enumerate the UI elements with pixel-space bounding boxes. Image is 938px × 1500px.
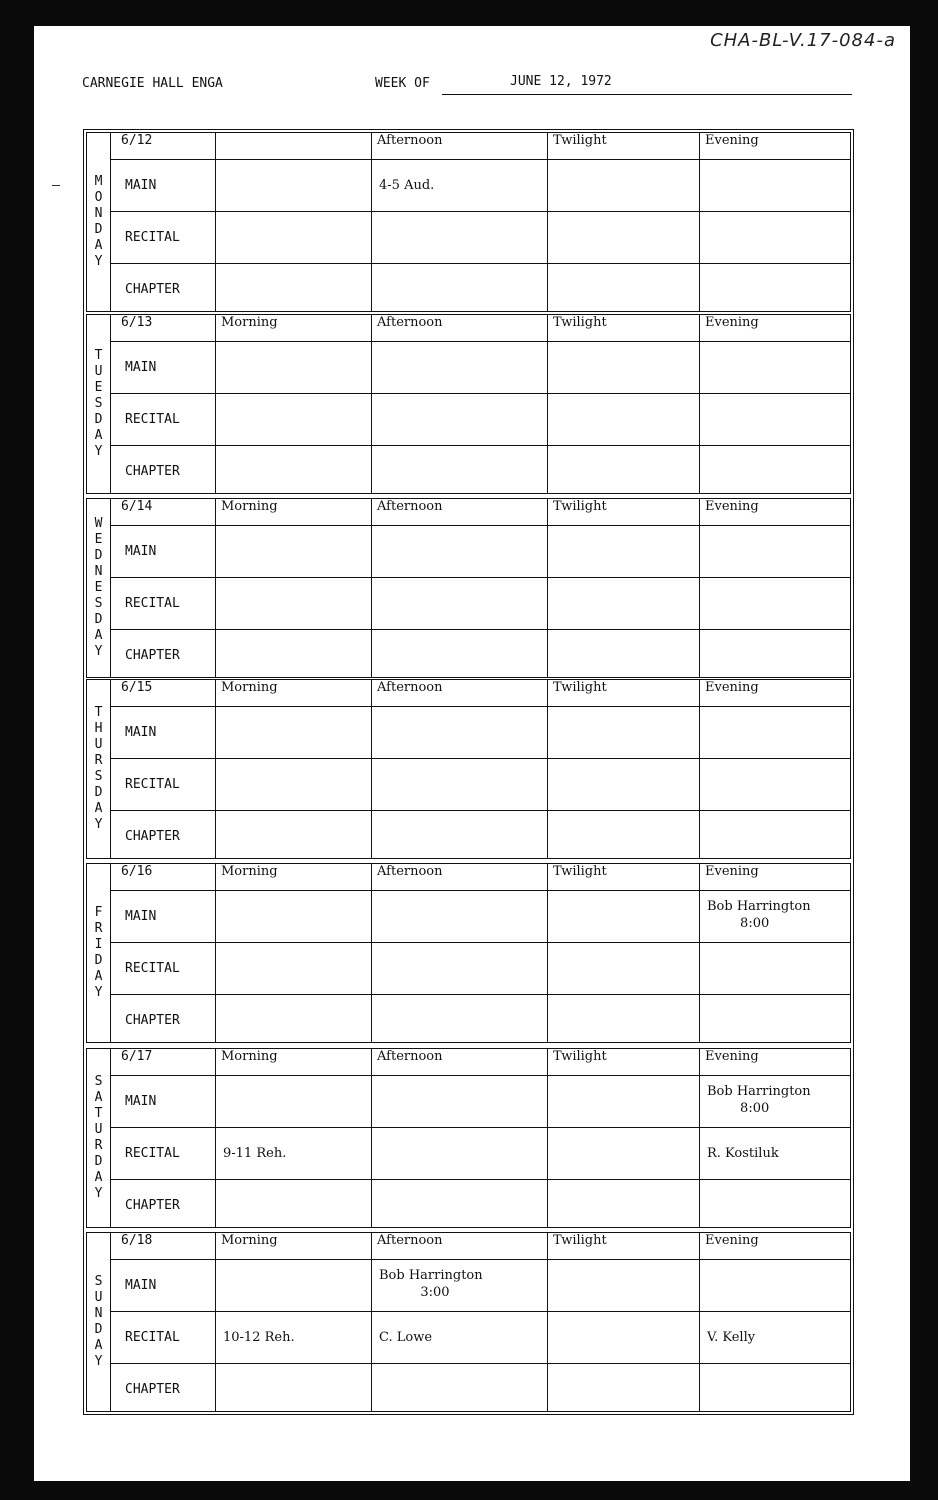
room-label-main: MAIN: [125, 1094, 157, 1109]
column-divider: [215, 680, 216, 858]
column-divider: [547, 133, 548, 311]
day-block: [86, 1232, 851, 1412]
entry-main-evening: Bob Harrington 8:00: [707, 1084, 811, 1116]
day-date: 6/13: [121, 315, 153, 330]
day-letter: S: [94, 396, 103, 411]
row-divider: [111, 525, 850, 526]
column-divider: [699, 1233, 700, 1411]
day-letter: A: [94, 1170, 103, 1185]
day-letter: Y: [94, 1354, 103, 1369]
column-divider: [371, 133, 372, 311]
day-letter: E: [94, 380, 103, 395]
day-letter: R: [94, 753, 103, 768]
row-divider: [111, 629, 850, 630]
week-date: JUNE 12, 1972: [510, 74, 612, 89]
room-label-chapter: CHAPTER: [125, 829, 180, 844]
day-letter: S: [94, 1274, 103, 1289]
day-name-vertical: [87, 1233, 111, 1411]
row-divider: [111, 211, 850, 212]
column-header-twilight: Twilight: [553, 499, 607, 514]
column-header-afternoon: Afternoon: [377, 1049, 443, 1064]
column-divider: [215, 499, 216, 677]
room-label-main: MAIN: [125, 544, 157, 559]
room-label-recital: RECITAL: [125, 412, 180, 427]
entry-recital-morning: 9-11 Reh.: [223, 1146, 287, 1161]
day-letter: Y: [94, 444, 103, 459]
column-divider: [699, 315, 700, 493]
day-letter: Y: [94, 254, 103, 269]
day-letter: F: [94, 905, 103, 920]
column-header-evening: Evening: [705, 680, 759, 695]
column-divider: [371, 680, 372, 858]
column-header-twilight: Twilight: [553, 864, 607, 879]
column-divider: [371, 1049, 372, 1227]
column-divider: [699, 680, 700, 858]
date-underline: [442, 94, 852, 95]
day-block: [86, 498, 851, 678]
column-divider: [699, 133, 700, 311]
row-divider: [111, 1311, 850, 1312]
day-letter: T: [94, 1106, 103, 1121]
day-name-vertical: [87, 864, 111, 1042]
room-label-chapter: CHAPTER: [125, 1198, 180, 1213]
column-header-evening: Evening: [705, 1233, 759, 1248]
column-header-morning: Morning: [221, 1233, 278, 1248]
row-divider: [111, 1179, 850, 1180]
column-header-evening: Evening: [705, 499, 759, 514]
day-letter: D: [94, 222, 103, 237]
row-divider: [111, 810, 850, 811]
grid-bottom-rule: [86, 1414, 854, 1415]
column-divider: [371, 1233, 372, 1411]
column-header-morning: Morning: [221, 315, 278, 330]
day-letter: A: [94, 1090, 103, 1105]
column-divider: [371, 864, 372, 1042]
row-divider: [111, 1363, 850, 1364]
row-divider: [111, 1259, 850, 1260]
column-divider: [215, 133, 216, 311]
column-header-morning: Morning: [221, 1049, 278, 1064]
room-label-recital: RECITAL: [125, 961, 180, 976]
room-label-chapter: CHAPTER: [125, 282, 180, 297]
day-letter: E: [94, 580, 103, 595]
day-letter: S: [94, 596, 103, 611]
day-date: 6/18: [121, 1233, 153, 1248]
column-divider: [215, 1233, 216, 1411]
day-letter: N: [94, 206, 103, 221]
column-divider: [215, 1049, 216, 1227]
row-divider: [111, 577, 850, 578]
day-name-vertical: [87, 1049, 111, 1227]
room-label-recital: RECITAL: [125, 777, 180, 792]
day-letter: R: [94, 921, 103, 936]
day-letter: N: [94, 564, 103, 579]
day-table: [111, 133, 850, 311]
column-divider: [699, 499, 700, 677]
column-header-evening: Evening: [705, 133, 759, 148]
day-letter: Y: [94, 1186, 103, 1201]
title-prefix: CARNEGIE HALL ENGA: [82, 76, 223, 91]
column-header-evening: Evening: [705, 1049, 759, 1064]
column-header-twilight: Twilight: [553, 680, 607, 695]
day-letter: E: [94, 532, 103, 547]
room-label-main: MAIN: [125, 909, 157, 924]
column-divider: [699, 1049, 700, 1227]
day-letter: D: [94, 953, 103, 968]
column-header-afternoon: Afternoon: [377, 499, 443, 514]
day-date: 6/16: [121, 864, 153, 879]
column-header-morning: Morning: [221, 864, 278, 879]
column-header-twilight: Twilight: [553, 1049, 607, 1064]
day-letter: T: [94, 705, 103, 720]
day-letter: Y: [94, 817, 103, 832]
room-label-chapter: CHAPTER: [125, 648, 180, 663]
day-letter: R: [94, 1138, 103, 1153]
column-header-afternoon: Afternoon: [377, 864, 443, 879]
column-divider: [547, 864, 548, 1042]
day-letter: U: [94, 1122, 103, 1137]
day-name-vertical: [87, 499, 111, 677]
day-letter: A: [94, 428, 103, 443]
day-letter: N: [94, 1306, 103, 1321]
entry-main-afternoon: Bob Harrington 3:00: [379, 1268, 483, 1300]
day-name-vertical: [87, 680, 111, 858]
entry-main-evening: Bob Harrington 8:00: [707, 899, 811, 931]
entry-recital-evening: R. Kostiluk: [707, 1146, 779, 1161]
day-date: 6/15: [121, 680, 153, 695]
column-header-twilight: Twilight: [553, 133, 607, 148]
room-label-chapter: CHAPTER: [125, 464, 180, 479]
day-letter: D: [94, 785, 103, 800]
column-divider: [547, 499, 548, 677]
day-table: [111, 1049, 850, 1227]
row-divider: [111, 1127, 850, 1128]
column-divider: [371, 499, 372, 677]
day-letter: S: [94, 1074, 103, 1089]
day-block: [86, 1048, 851, 1228]
day-letter: U: [94, 1290, 103, 1305]
day-letter: U: [94, 364, 103, 379]
day-letter: H: [94, 721, 103, 736]
room-label-main: MAIN: [125, 178, 157, 193]
column-header-evening: Evening: [705, 315, 759, 330]
row-divider: [111, 942, 850, 943]
column-divider: [215, 864, 216, 1042]
row-divider: [111, 393, 850, 394]
column-header-morning: Morning: [221, 680, 278, 695]
column-divider: [371, 315, 372, 493]
row-divider: [111, 706, 850, 707]
day-block: [86, 314, 851, 494]
day-letter: Y: [94, 644, 103, 659]
day-letter: D: [94, 548, 103, 563]
column-header-afternoon: Afternoon: [377, 133, 443, 148]
room-label-recital: RECITAL: [125, 1330, 180, 1345]
column-divider: [547, 1233, 548, 1411]
column-header-afternoon: Afternoon: [377, 680, 443, 695]
column-header-afternoon: Afternoon: [377, 1233, 443, 1248]
column-divider: [699, 864, 700, 1042]
day-letter: S: [94, 769, 103, 784]
row-divider: [111, 1075, 850, 1076]
day-table: [111, 499, 850, 677]
day-table: [111, 315, 850, 493]
document-header: [82, 76, 852, 96]
row-divider: [111, 890, 850, 891]
room-label-recital: RECITAL: [125, 1146, 180, 1161]
room-label-main: MAIN: [125, 360, 157, 375]
day-letter: D: [94, 612, 103, 627]
row-divider: [111, 341, 850, 342]
room-label-chapter: CHAPTER: [125, 1013, 180, 1028]
day-name-vertical: [87, 133, 111, 311]
day-table: [111, 1233, 850, 1411]
archive-identifier: CHA-BL-V.17-084-a: [710, 30, 896, 51]
document-page: [34, 26, 910, 1481]
entry-recital-afternoon: C. Lowe: [379, 1330, 433, 1345]
week-label: WEEK OF: [375, 76, 430, 91]
column-header-afternoon: Afternoon: [377, 315, 443, 330]
day-block: [86, 132, 851, 312]
column-divider: [215, 315, 216, 493]
entry-recital-morning: 10-12 Reh.: [223, 1330, 295, 1345]
room-label-main: MAIN: [125, 1278, 157, 1293]
column-header-twilight: Twilight: [553, 1233, 607, 1248]
day-letter: M: [94, 174, 103, 189]
entry-main-afternoon: 4-5 Aud.: [379, 178, 435, 193]
margin-mark: [52, 185, 60, 186]
day-letter: O: [94, 190, 103, 205]
day-table: [111, 680, 850, 858]
row-divider: [111, 758, 850, 759]
day-letter: T: [94, 348, 103, 363]
day-date: 6/14: [121, 499, 153, 514]
day-letter: Y: [94, 985, 103, 1000]
day-letter: U: [94, 737, 103, 752]
room-label-recital: RECITAL: [125, 230, 180, 245]
day-letter: A: [94, 238, 103, 253]
day-name-vertical: [87, 315, 111, 493]
day-letter: W: [94, 516, 103, 531]
room-label-chapter: CHAPTER: [125, 1382, 180, 1397]
row-divider: [111, 263, 850, 264]
column-divider: [547, 680, 548, 858]
column-header-twilight: Twilight: [553, 315, 607, 330]
day-date: 6/17: [121, 1049, 153, 1064]
day-letter: A: [94, 1338, 103, 1353]
day-letter: D: [94, 1322, 103, 1337]
day-letter: A: [94, 969, 103, 984]
column-header-morning: Morning: [221, 499, 278, 514]
day-table: [111, 864, 850, 1042]
day-letter: D: [94, 412, 103, 427]
row-divider: [111, 159, 850, 160]
row-divider: [111, 445, 850, 446]
schedule-grid: [83, 129, 854, 1415]
day-date: 6/12: [121, 133, 153, 148]
column-header-evening: Evening: [705, 864, 759, 879]
entry-recital-evening: V. Kelly: [707, 1330, 756, 1345]
day-letter: I: [94, 937, 103, 952]
room-label-recital: RECITAL: [125, 596, 180, 611]
row-divider: [111, 994, 850, 995]
day-block: [86, 679, 851, 859]
column-divider: [547, 1049, 548, 1227]
day-letter: A: [94, 801, 103, 816]
day-letter: A: [94, 628, 103, 643]
room-label-main: MAIN: [125, 725, 157, 740]
day-letter: D: [94, 1154, 103, 1169]
column-divider: [547, 315, 548, 493]
day-block: [86, 863, 851, 1043]
